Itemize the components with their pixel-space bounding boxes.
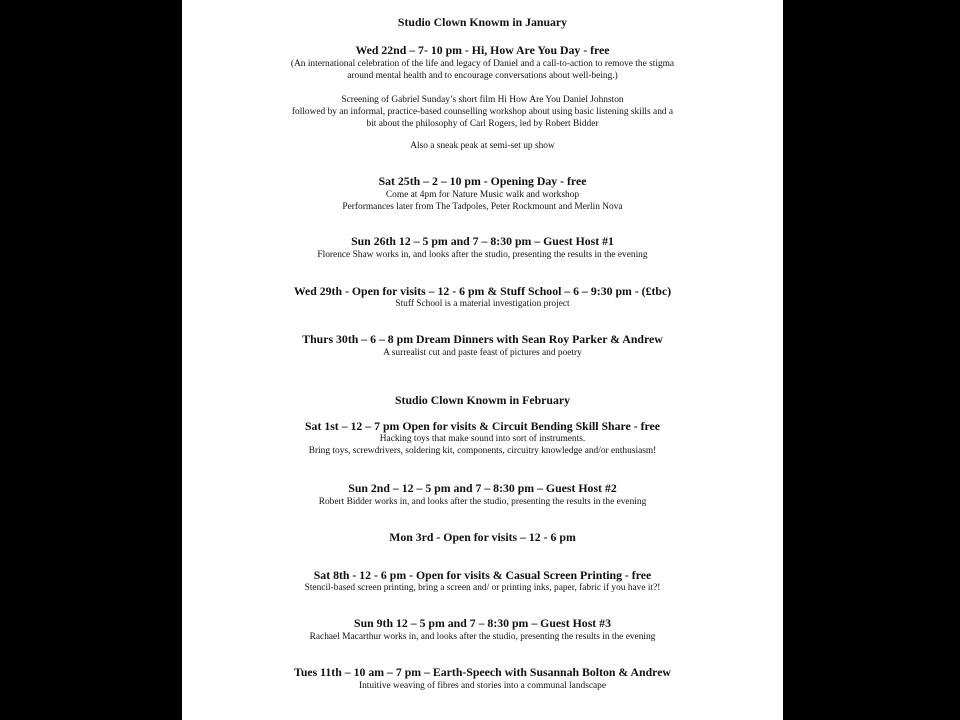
event-desc-wed22-3: Screening of Gabriel Sunday’s short film Hi How Are You Daniel Johnston (341, 95, 624, 105)
event-title-sun2: Sun 2nd – 12 – 5 pm and 7 – 8:30 pm – Guest Host #2 (348, 481, 617, 495)
event-title-sat1: Sat 1st – 12 – 7 pm Open for visits & Circuit Bending Skill Share - free (304, 419, 661, 433)
event-title-wed22: Wed 22nd – 7- 10 pm - Hi, How Are You Day - free (355, 43, 610, 57)
event-title-sat8: Sat 8th - 12 - 6 pm - Open for visits & Casual Screen Printing - free (313, 568, 652, 582)
event-desc-sat25-1: Come at 4pm for Nature Music walk and workshop (385, 190, 580, 200)
event-title-wed29: Wed 29th - Open for visits – 12 - 6 pm & Stuff School – 6 – 9:30 pm - (£tbc) (293, 284, 672, 298)
document-page (182, 0, 783, 720)
event-desc-sun26-1: Florence Shaw works in, and looks after the studio, presenting the results in the evening (317, 250, 648, 260)
event-desc-sat8-1: Stencil-based screen printing, bring a screen and/ or printing inks, paper, fabric if you have it?! (304, 583, 661, 593)
event-desc-wed22-5: bit about the philosophy of Carl Rogers, led by Robert Bidder (366, 119, 599, 129)
event-desc-sat25-2: Performances later from The Tadpoles, Peter Rockmount and Merlin Nova (342, 202, 623, 212)
event-desc-wed22-4: followed by an informal, practice-based counselling workshop about using basic listening skills and a (291, 107, 674, 117)
event-desc-sun2-1: Robert Bidder works in, and looks after the studio, presenting the results in the evening (318, 497, 647, 507)
january-heading: Studio Clown Knowm in January (397, 15, 568, 29)
event-desc-wed22-2: around mental health and to encourage conversations about well-being.) (347, 71, 618, 81)
event-title-tues11: Tues 11th – 10 am – 7 pm – Earth-Speech with Susannah Bolton & Andrew (294, 665, 671, 679)
event-title-mon3: Mon 3rd - Open for visits – 12 - 6 pm (389, 530, 576, 544)
event-desc-sun9-1: Rachael Macarthur works in, and looks after the studio, presenting the results in the evening (309, 632, 656, 642)
event-desc-sat1-2: Bring toys, screwdrivers, soldering kit, components, circuitry knowledge and/or enthusiasm! (308, 446, 657, 456)
event-title-sun9: Sun 9th 12 – 5 pm and 7 – 8:30 pm – Guest Host #3 (354, 616, 611, 630)
event-desc-thurs30-1: A surrealist cut and paste feast of pictures and poetry (383, 348, 582, 358)
event-desc-wed22-6: Also a sneak peak at semi-set up show (410, 141, 555, 151)
event-desc-sat1-1: Hacking toys that make sound into sort of instruments. (379, 434, 586, 444)
event-desc-wed22-1: (An international celebration of the life and legacy of Daniel and a call-to-action to remove the stigma (290, 59, 675, 69)
event-desc-wed29-1: Stuff School is a material investigation project (395, 299, 570, 309)
event-desc-tues11-1: Intuitive weaving of fibres and stories into a communal landscape (358, 681, 607, 691)
event-title-sat25: Sat 25th – 2 – 10 pm - Opening Day - free (378, 174, 587, 188)
event-title-thurs30: Thurs 30th – 6 – 8 pm Dream Dinners with Sean Roy Parker & Andrew (302, 332, 663, 346)
february-heading: Studio Clown Knowm in February (394, 393, 570, 407)
event-title-sun26: Sun 26th 12 – 5 pm and 7 – 8:30 pm – Guest Host #1 (351, 234, 614, 248)
